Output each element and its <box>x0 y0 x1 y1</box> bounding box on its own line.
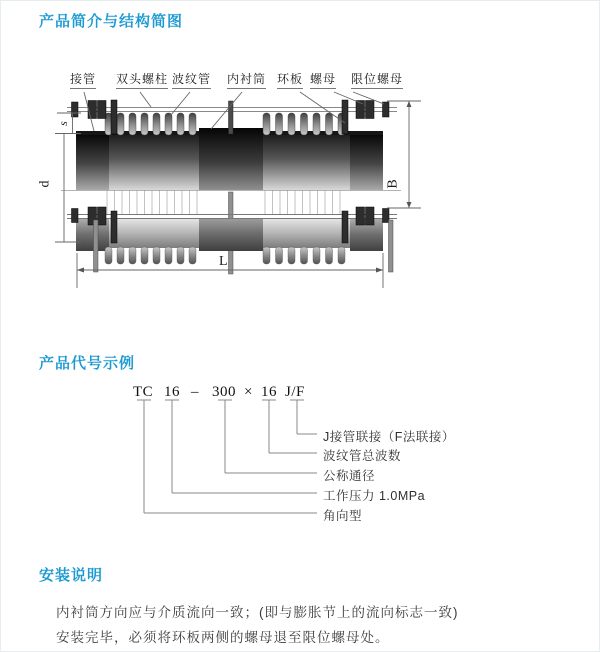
dimension-arrows <box>77 101 412 273</box>
center-stud-lower <box>229 192 234 274</box>
tie-rod-lower <box>67 215 397 219</box>
part-label-connecting-pipe: 接管 <box>70 72 96 89</box>
section-title-install: 安装说明 <box>39 567 104 584</box>
code-part-waves: 16 <box>261 384 277 400</box>
code-legend-angular-type: 角向型 <box>323 509 363 523</box>
center-stud-upper <box>229 101 234 134</box>
code-legend-connection: J接管联接（F法联接） <box>323 430 455 444</box>
nuts-lower <box>72 207 390 243</box>
dim-label-b: B <box>385 179 401 189</box>
section-title-code-example: 产品代号示例 <box>39 355 136 372</box>
code-legend-working-pressure: 工作压力 1.0MPa <box>323 489 426 503</box>
section-title-intro: 产品简介与结构简图 <box>39 13 184 30</box>
dim-label-l: L <box>219 254 228 269</box>
leader-lines <box>84 92 384 131</box>
joint-lower-half <box>67 207 397 272</box>
install-line-1: 内衬筒方向应与介质流向一致；(即与膨胀节上的流向标志一致) <box>56 605 459 620</box>
code-part-pressure: 16 <box>164 384 180 400</box>
code-part-dash: – <box>191 384 199 400</box>
install-instructions <box>56 600 459 650</box>
dim-label-s: s <box>55 121 70 126</box>
part-label-nut: 螺母 <box>310 72 336 89</box>
code-legend-wave-count: 波纹管总波数 <box>323 449 402 463</box>
nuts-upper <box>72 100 390 134</box>
part-label-bellows: 波纹管 <box>172 72 211 89</box>
code-connector-lines <box>137 400 317 513</box>
bellows-throughlines <box>107 190 340 214</box>
bellows-upper <box>105 113 345 135</box>
part-label-inner-liner: 内衬筒 <box>227 72 266 89</box>
diagram-graphics <box>1 1 600 652</box>
dimension-lines <box>55 101 421 288</box>
code-part-connection: J/F <box>285 384 305 400</box>
part-label-limit-nut: 限位螺母 <box>351 72 403 89</box>
code-part-diameter: 300 <box>212 384 236 400</box>
tie-rod-upper <box>67 108 397 112</box>
code-legend-nominal-diameter: 公称通径 <box>323 469 376 483</box>
part-label-double-stud: 双头螺柱 <box>116 72 168 89</box>
dim-label-d: d <box>37 180 53 188</box>
hanging-studs <box>94 220 394 272</box>
install-line-2: 安装完毕，必须将环板两侧的螺母退至限位螺母处。 <box>56 630 390 645</box>
joint-upper-half <box>67 100 397 190</box>
code-part-times: × <box>244 384 253 400</box>
part-label-ring-plate: 环板 <box>277 72 303 89</box>
code-part-type: TC <box>133 384 154 400</box>
